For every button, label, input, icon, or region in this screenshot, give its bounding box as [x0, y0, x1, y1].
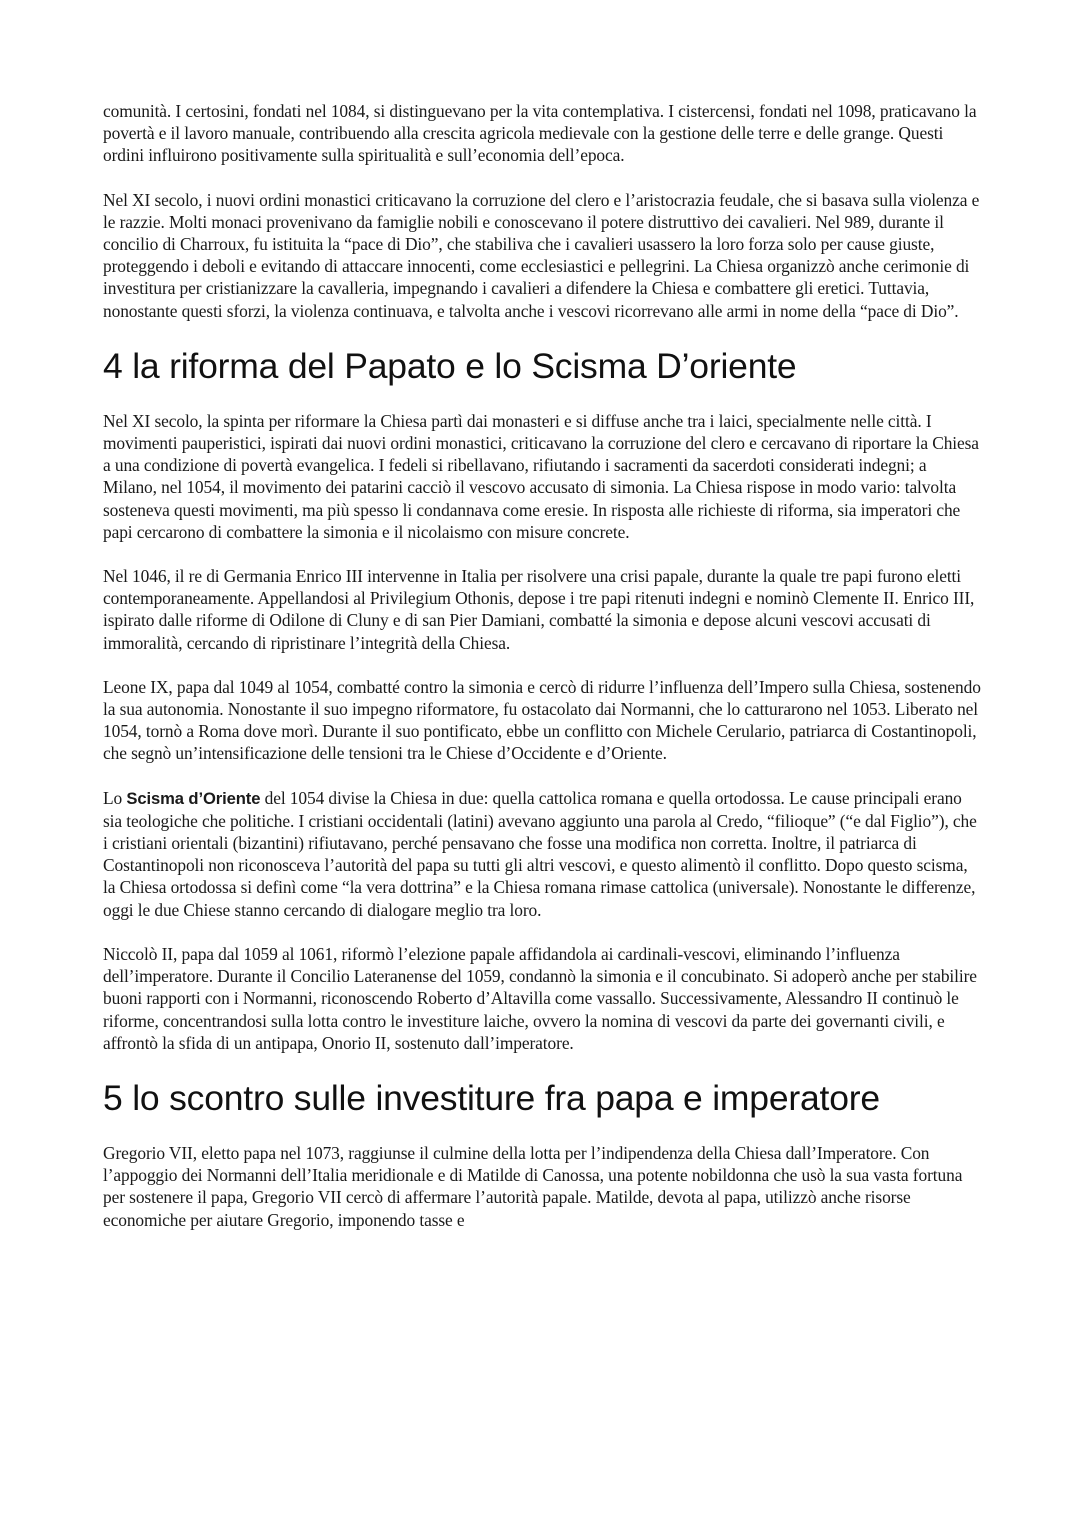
paragraph-certosini: comunità. I certosini, fondati nel 1084, si distinguevano per la vita contemplativa. I cistercensi, fondati nel 1098, praticavano la povertà e il lavoro manuale, contribuendo alla crescita agricola medievale con la gestione delle terre e delle grange. Questi ordini influirono positivamente sulla spiritualità e sull’economia dell’epoca.	[103, 101, 977, 166]
paragraph-enrico-iii: Nel 1046, il re di Germania Enrico III intervenne in Italia per risolvere una crisi papale, durante la quale tre papi furono eletti contemporaneamente. Appellandosi al Privilegium Othonis, depose i tre papi ritenuti indegni e nominò Clemente II. Enrico III, ispirato dalle riforme di Odilone di Cluny e di san Pier Damiani, combatté la simonia e depose alcuni vescovi accusati di immoralità, cercando di ripristinare l’integrità della Chiesa.	[103, 566, 975, 653]
section-5-heading: 5 lo scontro sulle investiture fra papa e imperatore	[103, 1077, 880, 1118]
paragraph-gregorio-vii: Gregorio VII, eletto papa nel 1073, raggiunse il culmine della lotta per l’indipendenza della Chiesa dall’Imperatore. Con l’appoggio dei Normanni dell’Italia meridionale e di Matilde di Canossa, una potente nobildonna che usò la sua vasta fortuna per sostenere il papa, Gregorio VII cercò di affermare l’autorità papale. Matilde, devota al papa, utilizzò anche risorse economiche per aiutare Gregorio, imponendo tasse e	[103, 1142, 963, 1230]
paragraph-niccolo-ii: Niccolò II, papa dal 1059 al 1061, riformò l’elezione papale affidandola ai cardinali-vescovi, eliminando l’influenza dell’imperatore. Durante il Concilio Lateranense del 1059, condannò la simonia e il concubinato. Si adoperò anche per stabilire buoni rapporti con i Normanni, riconoscendo Roberto d’Altavilla come vassallo. Successivamente, Alessandro II continuò le riforme, concentrandosi sulla lotta contro le investiture laiche, ovvero la nomina di vescovi da parte dei governanti civili, e affrontò la sfida di un antipapa, Onorio II, sostenuto dall’imperatore.	[103, 943, 977, 1053]
section-4-heading: 4 la riforma del Papato e lo Scisma D’oriente	[103, 345, 797, 386]
document-page	[103, 100, 983, 1253]
paragraph-scisma-oriente	[103, 787, 983, 921]
paragraph-movimenti-pauperistici: Nel XI secolo, la spinta per riformare la Chiesa partì dai monasteri e si diffuse anche tra i laici, specialmente nelle città. I movimenti pauperistici, ispirati dai nuovi ordini monastici, criticavano la corruzione del clero e cercavano di riportare la Chiesa a una condizione di povertà evangelica. I fedeli si ribellavano, rifiutando i sacramenti da sacerdoti considerati indegni; a Milano, nel 1054, il movimento dei patarini cacciò il vescovo accusato di simonia. La Chiesa rispose in modo vario: talvolta sosteneva questi movimenti, ma più spesso li condannava come eresie. In risposta alle richieste di riforma, sia imperatori che papi cercarono di combattere la simonia e il nicolaismo con misure concrete.	[103, 410, 979, 542]
paragraph-leone-ix: Leone IX, papa dal 1049 al 1054, combatté contro la simonia e cercò di ridurre l’influenza dell’Impero sulla Chiesa, sostenendo la sua autonomia. Nonostante il suo impegno riformatore, fu ostacolato dai Normanni, che lo catturarono nel 1053. Liberato nel 1054, tornò a Roma dove morì. Durante il suo pontificato, ebbe un conflitto con Michele Cerulario, patriarca di Costantinopoli, che segnò un’intensificazione delle tensioni tra le Chiese d’Occidente e d’Oriente.	[103, 676, 981, 764]
paragraph-pace-di-dio: Nel XI secolo, i nuovi ordini monastici criticavano la corruzione del clero e l’aristocrazia feudale, che si basava sulla violenza e le razzie. Molti monaci provenivano da famiglie nobili e conoscevano il potere distruttivo dei cavalieri. Nel 989, durante il concilio di Charroux, fu istituita la “pace di Dio”, che stabiliva che i cavalieri usassero la loro forza solo per cause giuste, proteggendo i deboli e evitando di attaccare innocenti, come ecclesiastici e pellegrini. La Chiesa organizzò anche cerimonie di investitura per cristianizzare la cavalleria, impegnando i cavalieri a difendere la Chiesa e combattere gli eretici. Tuttavia, nonostante questi sforzi, la violenza continuava, e talvolta anche i vescovi ricorrevano alle armi in nome della “pace di Dio”.	[103, 189, 980, 321]
scisma-term: Scisma d’Oriente	[126, 788, 261, 808]
scisma-rest: del 1054 divise la Chiesa in due: quella cattolica romana e quella ortodossa. Le cause principali erano sia teologiche che politiche. I cristiani occidentali (latini) avevano aggiunto una parola al Credo, “filioque” (“e dal Figlio”), che i cristiani orientali (bizantini) rifiutavano, perché pensavano che fosse una modifica non corretta. Inoltre, il patriarca di Costantinopoli non riconosceva l’autorità del papa su tutti gli altri vescovi, e questo alimentò il conflitto. Dopo questo scisma, la Chiesa ortodossa si definì come “la vera dottrina” e la Chiesa romana rimase cattolica (universale). Nonostante le differenze, oggi le due Chiese stanno cercando di dialogare meglio tra loro.	[103, 787, 977, 920]
scisma-prefix: Lo	[103, 787, 127, 808]
